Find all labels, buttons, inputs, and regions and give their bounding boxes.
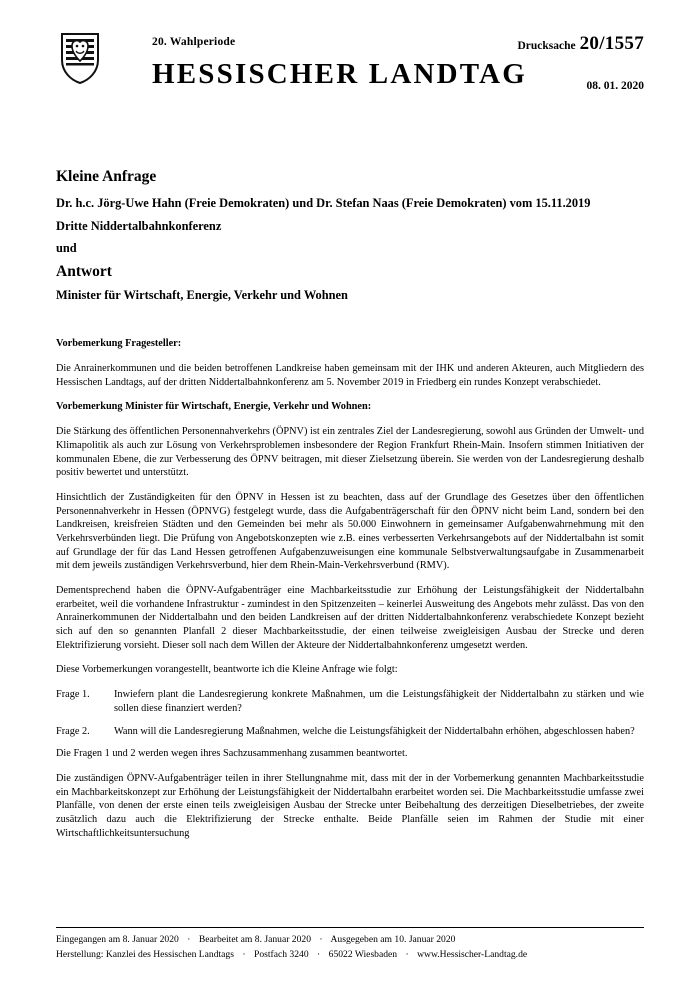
- document-footer: [56, 927, 644, 962]
- question-text: Inwiefern plant die Landesregierung konkrete Maßnahmen, um die Leistungsfähigkeit der Niddertalbahn zu stärken und wie sollen diese finanziert werden?: [114, 689, 644, 714]
- footer-processed: Bearbeitet am 8. Januar 2020: [198, 934, 311, 946]
- answer-paragraph: Die zuständigen ÖPNV-Aufgabenträger teilen in ihrer Stellungnahme mit, dass mit der in der Vorbemerkung genannten Machbarkeitsstudie ein Machbarkeitskonzept zur Erhöhung der Leistungsfähigkeit der Niddertalbahn erarbeitet worden sei. Die Machbarkeitsstudie umfasse zwei Planfälle, von denen der erste einen teils zweigleisigen Ausbau der Strecke unter Beibehaltung des derzeitigen Dieselbetriebes, der zweite zusätzlich dazu auch die Elektrifizierung der Strecke enthalte. Beide Planfälle seien im Rahmen der Studie mit einer Wirtschaftlichkeitsuntersuchung: [56, 772, 644, 839]
- title-block: [0, 168, 700, 303]
- footer-separator: ·: [317, 948, 321, 960]
- hessen-lion-crest-icon: [58, 30, 102, 86]
- body-paragraph: Diese Vorbemerkungen vorangestellt, beantworte ich die Kleine Anfrage wie folgt:: [56, 664, 398, 676]
- question-item: [56, 688, 644, 715]
- footer-issued: Ausgegeben am 10. Januar 2020: [330, 934, 456, 946]
- question-label: Frage 2.: [56, 725, 90, 737]
- drucksache-label: Drucksache: [517, 40, 576, 52]
- vorbemerkung-fragesteller-text: Die Anrainerkommunen und die beiden betroffenen Landkreise haben gemeinsam mit der IHK und anderen Akteuren, auch Mitgliedern des Hessischen Landtags, auf der dritten Niddertalbahnkonferenz am 5. November 2019 in Friedberg ein rundes Konzept verabschiedet.: [56, 363, 644, 388]
- footer-publisher: Herstellung: Kanzlei des Hessischen Landtags: [56, 948, 234, 960]
- footer-separator: ·: [405, 948, 409, 960]
- body-paragraph: Dementsprechend haben die ÖPNV-Aufgabenträger eine Machbarkeitsstudie zur Erhöhung der Leistungsfähigkeit der Niddertalbahn erarbeitet, weil die vorhandene Infrastruktur - zumindest in den Spitzenzeiten – keinerlei Ausweitung des Angebots mehr zulässt. Das von den Anrainerkommunen der Niddertalbahn und den beiden Landkreisen auf der dritten Niddertalbahnkonferenz verabschiedete Konzept bezieht sich auf den so genannten Planfall 2 dieser Machbarkeitsstudie, der einen teilweise zweigleisigen Ausbau der Strecke und deren Elektrifizierung vorsieht. Dieser soll nach dem Willen der Akteure der Niddertalbahnkonferenz umgesetzt werden.: [56, 585, 644, 651]
- body-paragraph: Hinsichtlich der Zuständigkeiten für den ÖPNV in Hessen ist zu beachten, dass auf der Grundlage des Gesetzes über den öffentlichen Personennahverkehr in Hessen (ÖPNVG) festgelegt wurde, dass die Aufgabenträgerschaft für den ÖPNV nicht beim Land, sondern bei den Landkreisen, kreisfreien Städten und den Gemeinden bei mehr als 50.000 Einwohnern in gemeinsamer Aufgabenwahrnehmung mit den Verkehrsverbünden liegt. Die Prüfung von Angebotskonzepten wie z.B. eines verbesserten Verkehrsangebots auf der Niddertalbahn ist somit auf Grundlage der für das Land Hessen getroffenen Aufgabenzuweisungen eine kommunale Selbstverwaltungsaufgabe in Zusammenarbeit mit dem jeweils zuständigen Verkehrsverbund, hier dem Rhein-Main-Verkehrsverbund (RMV).: [56, 491, 644, 572]
- authors-line: Dr. h.c. Jörg-Uwe Hahn (Freie Demokraten) und Dr. Stefan Naas (Freie Demokraten) vom 15.11.2019: [56, 196, 591, 210]
- footer-website: www.Hessischer-Landtag.de: [417, 948, 528, 960]
- drucksache-block: [517, 33, 644, 55]
- footer-separator: ·: [242, 948, 246, 960]
- body-paragraph: Die Stärkung des öffentlichen Personennahverkehrs (ÖPNV) ist ein zentrales Ziel der Landesregierung, sowohl aus Gründen der Umwelt- und Klimapolitik als auch zur Lösung von Verkehrsproblemen insbesondere der Region Frankfurt Rhein-Main. Insofern stimmen Initiativen der kommunalen Ebene, die zur Verbesserung des ÖPNV beitragen, mit dieser Zielsetzung überein. Sie werden von der Landesregierung deshalb positiv bewertet und unterstützt.: [56, 426, 644, 479]
- footer-divider: [56, 927, 644, 928]
- footer-line-dates: [56, 933, 644, 947]
- minister-line: Minister für Wirtschaft, Energie, Verkehr und Wohnen: [56, 288, 348, 303]
- document-header: [0, 0, 700, 120]
- footer-received: Eingegangen am 8. Januar 2020: [56, 934, 179, 946]
- page-title: HESSISCHER LANDTAG: [152, 58, 528, 90]
- subject-heading: Dritte Niddertalbahnkonferenz: [56, 219, 222, 234]
- question-text: Wann will die Landesregierung Maßnahmen, welche die Leistungsfähigkeit der Niddertalbahn erhöhen, abgeschlossen haben?: [114, 725, 635, 737]
- question-item: [56, 725, 644, 739]
- footer-city: 65022 Wiesbaden: [328, 948, 398, 960]
- question-label: Frage 1.: [56, 689, 90, 701]
- footer-postbox: Postfach 3240: [253, 948, 309, 960]
- wahlperiode-label: 20. Wahlperiode: [152, 36, 236, 48]
- vorbemerkung-fragesteller-heading: Vorbemerkung Fragesteller:: [56, 338, 182, 350]
- footer-separator: ·: [319, 934, 323, 946]
- document-type-heading: Kleine Anfrage: [56, 168, 157, 185]
- drucksache-number: 20/1557: [579, 33, 644, 54]
- conjunction-label: und: [56, 241, 77, 256]
- header-date: 08. 01. 2020: [586, 80, 644, 92]
- footer-line-publisher: [56, 948, 644, 962]
- answer-heading: Antwort: [56, 263, 112, 281]
- answer-paragraph: Die Fragen 1 und 2 werden wegen ihres Sachzusammenhang zusammen beantwortet.: [56, 748, 408, 760]
- vorbemerkung-minister-heading: Vorbemerkung Minister für Wirtschaft, Energie, Verkehr und Wohnen:: [56, 401, 372, 413]
- footer-separator: ·: [187, 934, 191, 946]
- document-body: [0, 337, 700, 840]
